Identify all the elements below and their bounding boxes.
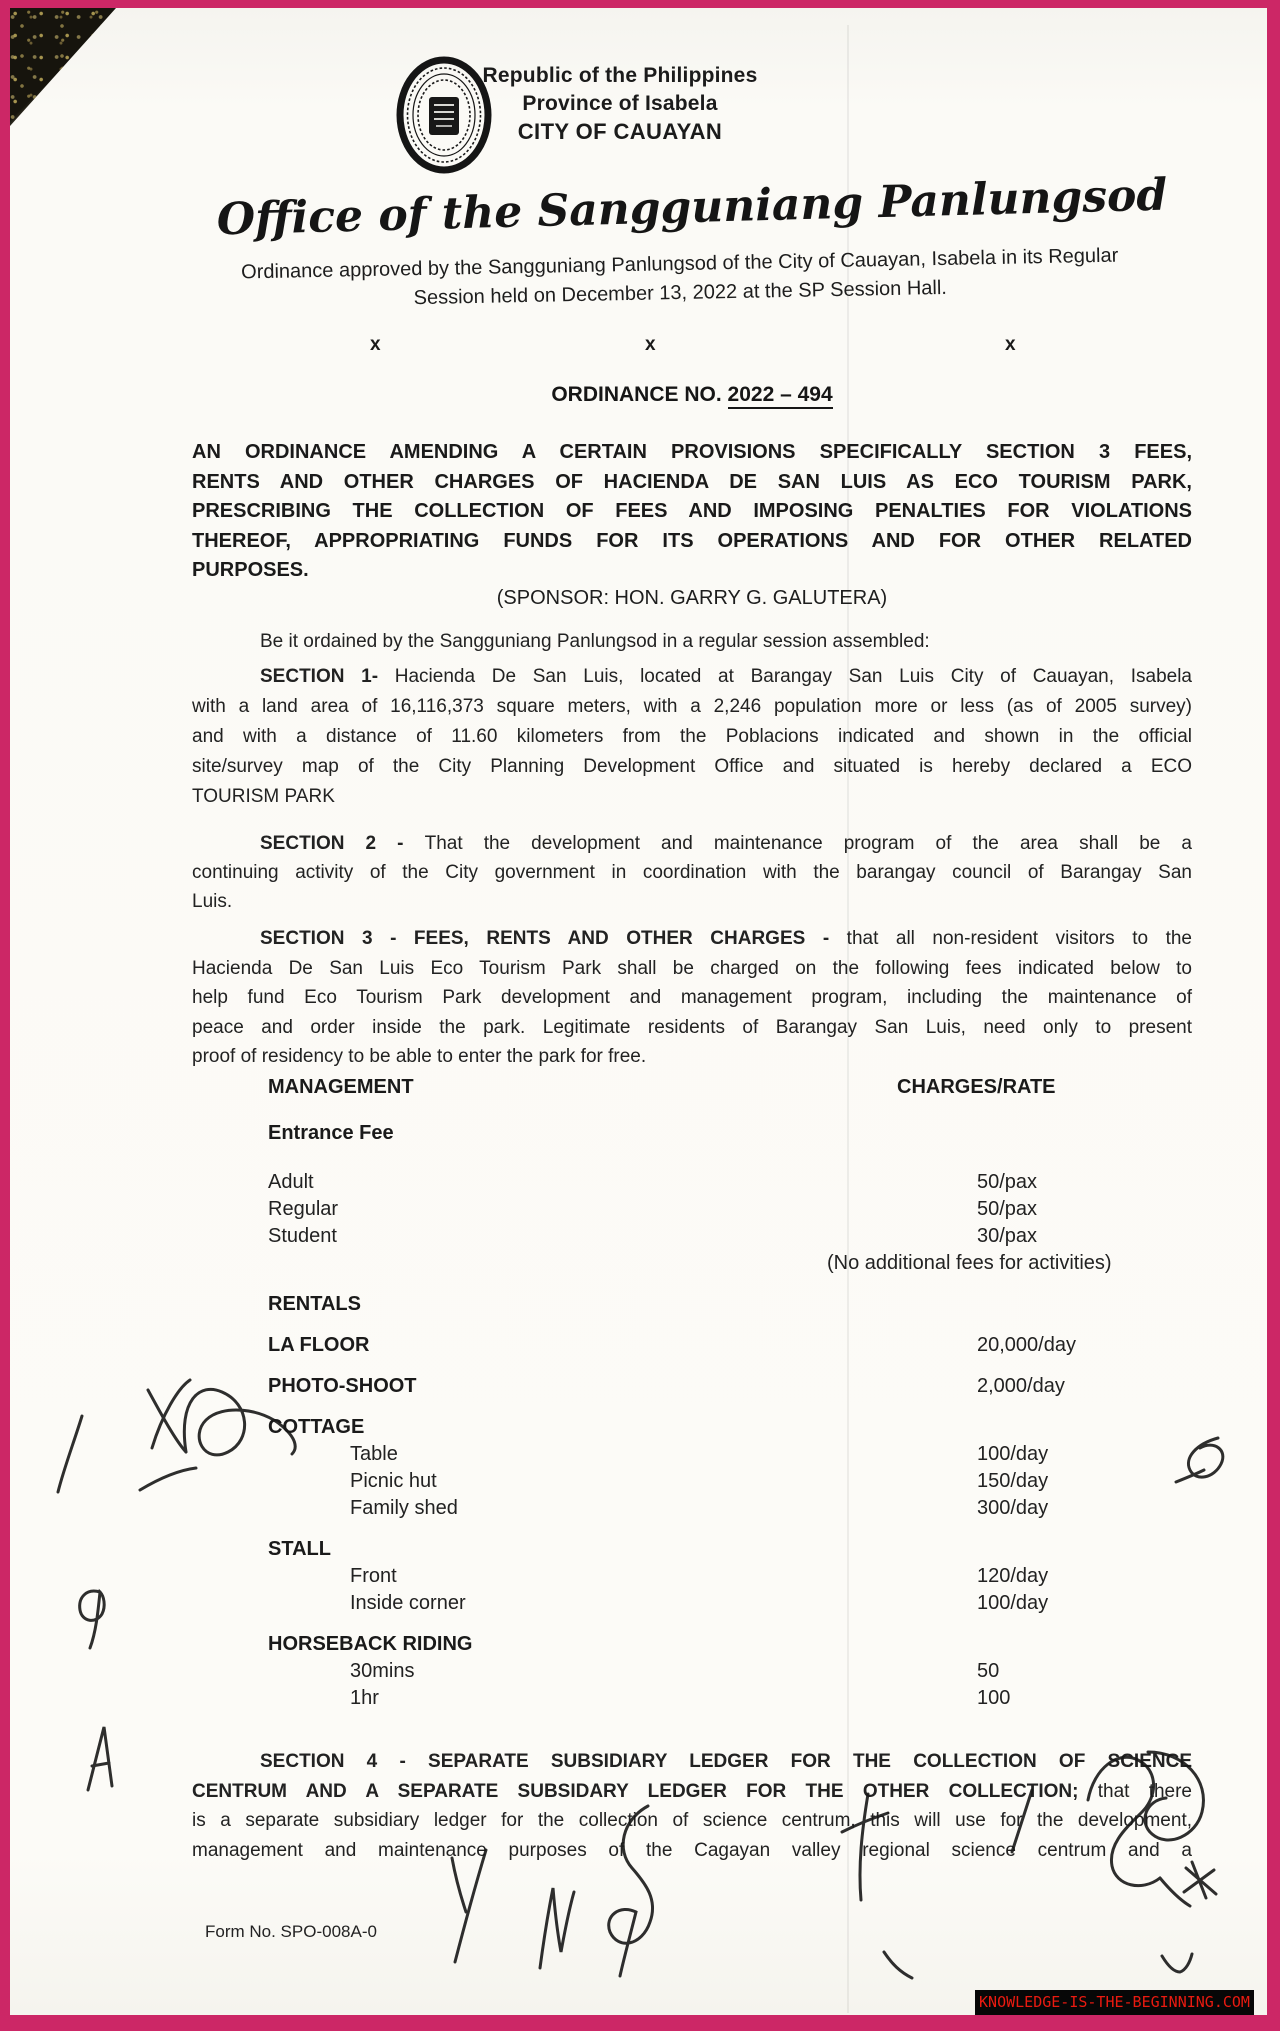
fee-rate: 100 bbox=[977, 1687, 1011, 1709]
text-line: THEREOF, APPROPRIATING FUNDS FOR ITS OPERATIONS AND FOR OTHER RELATED bbox=[192, 529, 1192, 552]
text-line: management and maintenance purposes of the Cagayan valley regional science centrum and a bbox=[192, 1839, 1192, 1861]
text-line: peace and order inside the park. Legitimate residents of Barangay San Luis, need only to present bbox=[192, 1016, 1192, 1038]
approval-line: Ordinance approved by the Sangguniang Panlungsod of the City of Cauayan, Isabela in its Regular bbox=[240, 244, 1119, 284]
fee-label: Regular bbox=[268, 1198, 339, 1220]
fee-label: STALL bbox=[268, 1538, 331, 1560]
text-line: RENTS AND OTHER CHARGES OF HACIENDA DE SAN LUIS AS ECO TOURISM PARK, bbox=[192, 470, 1192, 493]
fee-rate: 50/pax bbox=[977, 1198, 1038, 1220]
section-3-paragraph bbox=[192, 924, 1192, 1072]
fee-column-charges-rate: CHARGES/RATE bbox=[897, 1076, 1056, 1098]
fee-row bbox=[268, 1291, 1188, 1318]
fee-label: 30mins bbox=[350, 1660, 415, 1682]
text-line: SECTION 1- Hacienda De San Luis, located at Barangay San Luis City of Cauayan, Isabela bbox=[260, 666, 1192, 687]
fee-row bbox=[268, 1468, 1188, 1495]
text-line: continuing activity of the City government in coordination with the barangay council of Barangay San bbox=[192, 862, 1192, 883]
text-line: PRESCRIBING THE COLLECTION OF FEES AND IMPOSING PENALTIES FOR VIOLATIONS bbox=[192, 500, 1192, 522]
ordinance-number-label: ORDINANCE NO. bbox=[551, 383, 728, 406]
fee-label: COTTAGE bbox=[268, 1416, 365, 1438]
text-line: Hacienda De San Luis Eco Tourism Park shall be charged on the following fees indicated below to bbox=[192, 957, 1192, 979]
fee-rate: 50 bbox=[977, 1660, 1000, 1682]
fee-rate: 300/day bbox=[977, 1497, 1049, 1519]
fee-label: Picnic hut bbox=[350, 1470, 437, 1492]
text-line: proof of residency to be able to enter the park for free. bbox=[192, 1046, 647, 1067]
gov-line-city: CITY OF CAUAYAN bbox=[517, 119, 723, 144]
section-1-paragraph bbox=[192, 662, 1192, 812]
fee-label: LA FLOOR bbox=[268, 1334, 370, 1356]
text-line: SECTION 3 - FEES, RENTS AND OTHER CHARGES - that all non-resident visitors to the bbox=[260, 928, 1192, 949]
fee-label: Front bbox=[350, 1565, 397, 1587]
fee-label: Entrance Fee bbox=[268, 1122, 394, 1144]
fee-row bbox=[268, 1631, 1188, 1658]
fee-label: 1hr bbox=[350, 1687, 379, 1709]
text-line: SECTION 2 - That the development and maintenance program of the area shall be a bbox=[260, 833, 1192, 854]
fee-row bbox=[268, 1373, 1188, 1400]
fee-rate: 150/day bbox=[977, 1470, 1049, 1492]
fee-rate: 20,000/day bbox=[977, 1334, 1076, 1356]
section-4-paragraph bbox=[192, 1747, 1192, 1865]
fee-label: PHOTO-SHOOT bbox=[268, 1375, 417, 1397]
fee-note-row bbox=[268, 1250, 1188, 1277]
fee-row bbox=[268, 1590, 1188, 1617]
fee-row bbox=[268, 1658, 1188, 1685]
fee-rate: 100/day bbox=[977, 1443, 1049, 1465]
fee-row bbox=[268, 1685, 1188, 1712]
ordinance-number-line bbox=[192, 383, 1192, 407]
fee-row bbox=[268, 1332, 1188, 1359]
form-number: Form No. SPO-008A-0 bbox=[205, 1922, 377, 1941]
fee-row bbox=[268, 1169, 1188, 1196]
fee-column-management: MANAGEMENT bbox=[268, 1076, 414, 1098]
text-line: Luis. bbox=[192, 891, 233, 912]
fee-note: (No additional fees for activities) bbox=[827, 1252, 1112, 1274]
text-line: with a land area of 16,116,373 square meters, with a 2,246 population more or less (as of 2005 survey) bbox=[192, 696, 1192, 717]
fee-row bbox=[268, 1495, 1188, 1522]
text-line: AN ORDINANCE AMENDING A CERTAIN PROVISIONS SPECIFICALLY SECTION 3 FEES, bbox=[192, 441, 1192, 463]
fee-row bbox=[268, 1563, 1188, 1590]
text-line: site/survey map of the City Planning Development Office and situated is hereby declared a ECO bbox=[192, 756, 1192, 777]
government-header bbox=[468, 62, 772, 146]
fee-row bbox=[268, 1536, 1188, 1563]
x-separator: x bbox=[370, 334, 381, 355]
gov-line-province: Province of Isabela bbox=[522, 92, 718, 115]
fee-row bbox=[268, 1120, 1188, 1147]
fee-label: RENTALS bbox=[268, 1293, 361, 1315]
fee-row bbox=[268, 1223, 1188, 1250]
approval-note bbox=[150, 240, 1211, 318]
watermark-stamp: KNOWLEDGE-IS-THE-BEGINNING.COM bbox=[975, 1990, 1254, 2015]
text-line: SECTION 4 - SEPARATE SUBSIDIARY LEDGER FOR THE COLLECTION OF SCIENCE bbox=[260, 1751, 1192, 1772]
fee-row bbox=[268, 1196, 1188, 1223]
fee-label: Student bbox=[268, 1225, 337, 1247]
fee-table bbox=[268, 1120, 1188, 1712]
ordinance-number-value: 2022 – 494 bbox=[728, 383, 833, 409]
fee-label: HORSEBACK RIDING bbox=[268, 1633, 473, 1655]
office-script-title: Office of the Sangguniang Panlungsod bbox=[216, 169, 1168, 246]
text-line: help fund Eco Tourism Park development and management program, including the maintenance of bbox=[192, 987, 1192, 1008]
fee-rate: 100/day bbox=[977, 1592, 1049, 1614]
fee-label: Family shed bbox=[350, 1497, 458, 1519]
enactment-clause bbox=[192, 627, 1192, 657]
fee-rate: 2,000/day bbox=[977, 1375, 1065, 1397]
fee-rate: 50/pax bbox=[977, 1171, 1038, 1193]
approval-line: Session held on December 13, 2022 at the SP Session Hall. bbox=[413, 276, 948, 310]
gov-line-republic: Republic of the Philippines bbox=[482, 64, 758, 87]
x-separator: x bbox=[645, 334, 656, 355]
text-line: is a separate subsidiary ledger for the collection of science centrum, this will use for the development, bbox=[192, 1810, 1192, 1831]
fee-rate: 30/pax bbox=[977, 1225, 1038, 1247]
fee-rate: 120/day bbox=[977, 1565, 1049, 1587]
text-line: CENTRUM AND A SEPARATE SUBSIDARY LEDGER FOR THE OTHER COLLECTION; that there bbox=[192, 1780, 1193, 1802]
text-line: PURPOSES. bbox=[192, 559, 309, 581]
x-separator: x bbox=[1005, 334, 1016, 355]
fee-row bbox=[268, 1414, 1188, 1441]
fee-row bbox=[268, 1441, 1188, 1468]
section-2-paragraph bbox=[192, 829, 1192, 916]
text-line: Be it ordained by the Sangguniang Panlungsod in a regular session assembled: bbox=[260, 631, 930, 652]
fee-table-header bbox=[268, 1076, 1188, 1099]
text-line: and with a distance of 11.60 kilometers from the Poblacions indicated and shown in the official bbox=[192, 726, 1192, 747]
fee-label: Table bbox=[350, 1443, 398, 1465]
fee-label: Adult bbox=[268, 1171, 314, 1193]
ordinance-title-paragraph bbox=[192, 438, 1192, 586]
fee-label: Inside corner bbox=[350, 1592, 466, 1614]
text-line: TOURISM PARK bbox=[192, 786, 335, 807]
sponsor-line: (SPONSOR: HON. GARRY G. GALUTERA) bbox=[496, 587, 888, 609]
